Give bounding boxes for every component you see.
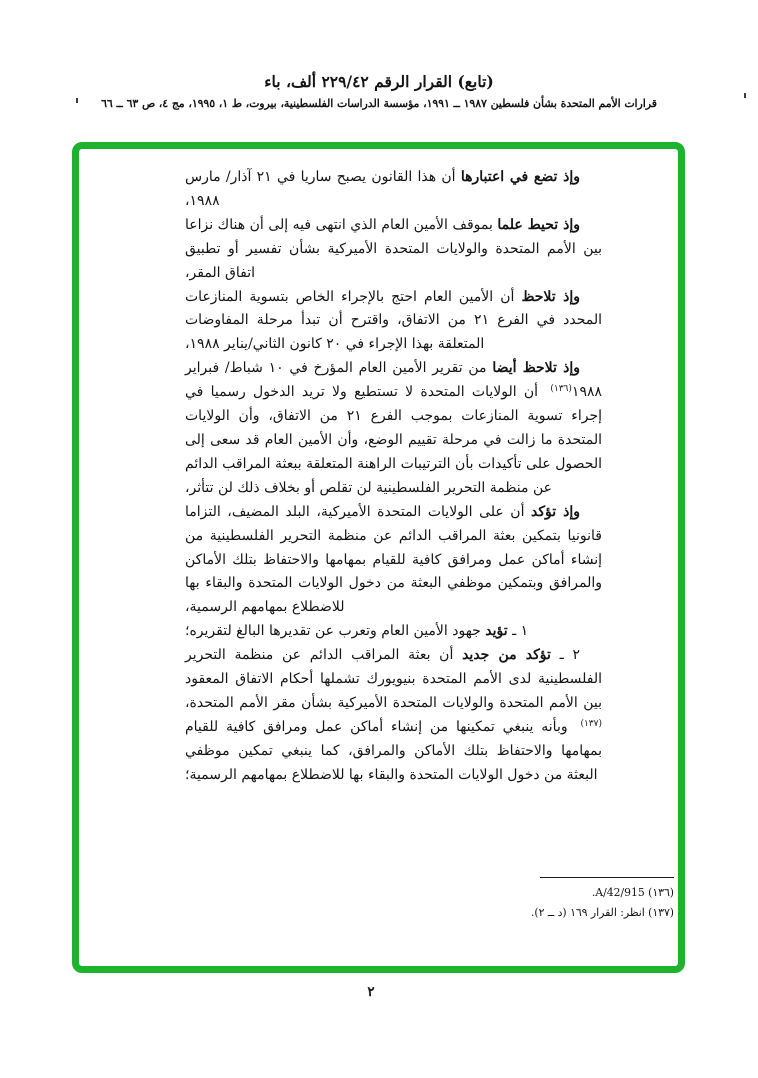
- preamble-paragraph-4: [185, 357, 602, 500]
- preamble-paragraph-3: [185, 286, 602, 358]
- footnote-text: انظر: القرار ١٦٩ (د ــ ٢).: [530, 905, 649, 919]
- paragraph-text: جهود الأمين العام وتعرب عن تقديرها البالغ لتقريره؛: [185, 623, 486, 640]
- footnote-ref-136: (١٣٦): [550, 384, 572, 395]
- paragraph-lead: وإذ تضع في اعتبارها: [460, 169, 580, 185]
- footnote-ref-137: (١٣٧): [580, 718, 602, 729]
- paragraph-text: أن بعثة المراقب الدائم عن منظمة التحرير الفلسطينية لدى الأمم المتحدة بنيويورك تشملها أحكام الاتفاق المعقود بين الأمم المتحدة والولايات المتحدة الأميركية بشأن مقر الأمم المتحدة،: [185, 647, 602, 711]
- resolution-text: [185, 166, 602, 788]
- footnote-136: [374, 883, 674, 903]
- preamble-paragraph-2: [185, 214, 602, 286]
- footnote-137: [374, 903, 674, 923]
- footnote-marker: (١٣٧): [648, 905, 674, 919]
- footnote-text: A/42/915.: [591, 886, 649, 899]
- operative-paragraph-2: [185, 644, 602, 787]
- paragraph-text: أن على الولايات المتحدة الأميركية، البلد المضيف، التزاما قانونيا بتمكين بعثة المراقب الدائم عن منظمة التحرير الفلسطينية من إنشاء أماكن عمل ومرافق كافية للقيام بمهامها والاحتفاظ بتلك الأماكن والمرافق وبتمكين موظفي البعثة من دخول الولايات المتحدة والبقاء بها للاضطلاع بمهامهم الرسمية،: [185, 503, 602, 616]
- paragraph-text: بموقف الأمين العام الذي انتهى فيه إلى أن هناك نزاعا بين الأمم المتحدة والولايات المتحدة الأميركية بشأن تفسير أو تطبيق اتفاق المقر،: [185, 216, 602, 281]
- preamble-paragraph-1: [185, 166, 602, 214]
- operative-paragraph-1: [185, 620, 602, 644]
- paragraph-lead: وإذ تؤكد: [531, 503, 581, 520]
- paragraph-text: وبأنه ينبغي تمكينها من إنشاء أماكن عمل ومرافق كافية للقيام بمهامها والاحتفاظ بتلك الأماكن والمرافق، كما ينبغي تمكين موظفي البعثة من دخول الولايات المتحدة والبقاء بها للاضطلاع بمهامهم الرسمية؛: [185, 718, 602, 783]
- paragraph-lead: وإذ تلاحظ أيضا: [492, 360, 580, 377]
- paragraph-text: أن الولايات المتحدة لا تستطيع ولا تريد الدخول رسميا في إجراء تسوية المنازعات بموجب الفرع ٢١ من الاتفاق، وأن الولايات المتحدة ما زالت في مرحلة تقييم الوضع، وأن الأمين العام قد سعى إلى الحصول على تأكيدات بأن الترتيبات الراهنة المتعلقة ببعثة المراقب الدائم عن منظمة التحرير الفلسطينية لن تقلص أو بخلاف ذلك لن تتأثر،: [185, 384, 602, 496]
- paragraph-lead: تؤكد من جديد: [462, 647, 551, 664]
- doc-header: [0, 72, 758, 110]
- doc-source-line: قرارات الأمم المتحدة بشأن فلسطين ١٩٨٧ ــ ١٩٩١، مؤسسة الدراسات الفلسطينية، بيروت، ط ١، ١٩٩٥، مج ٤، ص ٦٣ ــ ٦٦: [101, 97, 657, 110]
- paragraph-text: أن هذا القانون يصبح ساريا في ٢١ آذار/ مارس ١٩٨٨،: [185, 169, 461, 209]
- scan-speck-right: [744, 93, 746, 98]
- paragraph-lead: وإذ تحيط علما: [497, 216, 581, 233]
- paragraph-lead: وإذ تلاحظ: [521, 288, 580, 305]
- paragraph-number: ٢ ـ: [550, 647, 580, 664]
- footnote-marker: (١٣٦): [648, 886, 674, 899]
- paragraph-lead: تؤيد: [485, 623, 508, 640]
- preamble-paragraph-5: [185, 501, 602, 621]
- paragraph-number: ١ ـ: [507, 623, 529, 640]
- paragraph-text: من تقرير الأمين العام المؤرخ في ١٠ شباط/ فبراير ١٩٨٨: [185, 360, 602, 401]
- doc-title: (تابع) القرار الرقم ٢٢٩/٤٢ ألف، باء: [264, 72, 494, 91]
- page-number: ٢: [367, 984, 375, 1000]
- footnotes-section: [374, 877, 674, 922]
- footnote-separator: [540, 877, 674, 878]
- scan-speck-left: [76, 98, 78, 103]
- paragraph-text: أن الأمين العام احتج بالإجراء الخاص بتسوية المنازعات المحدد في الفرع ٢١ من الاتفاق، واقترح أن تبدأ مرحلة المفاوضات المتعلقة بهذا الإجراء في ٢٠ كانون الثاني/يناير ١٩٨٨،: [185, 288, 602, 353]
